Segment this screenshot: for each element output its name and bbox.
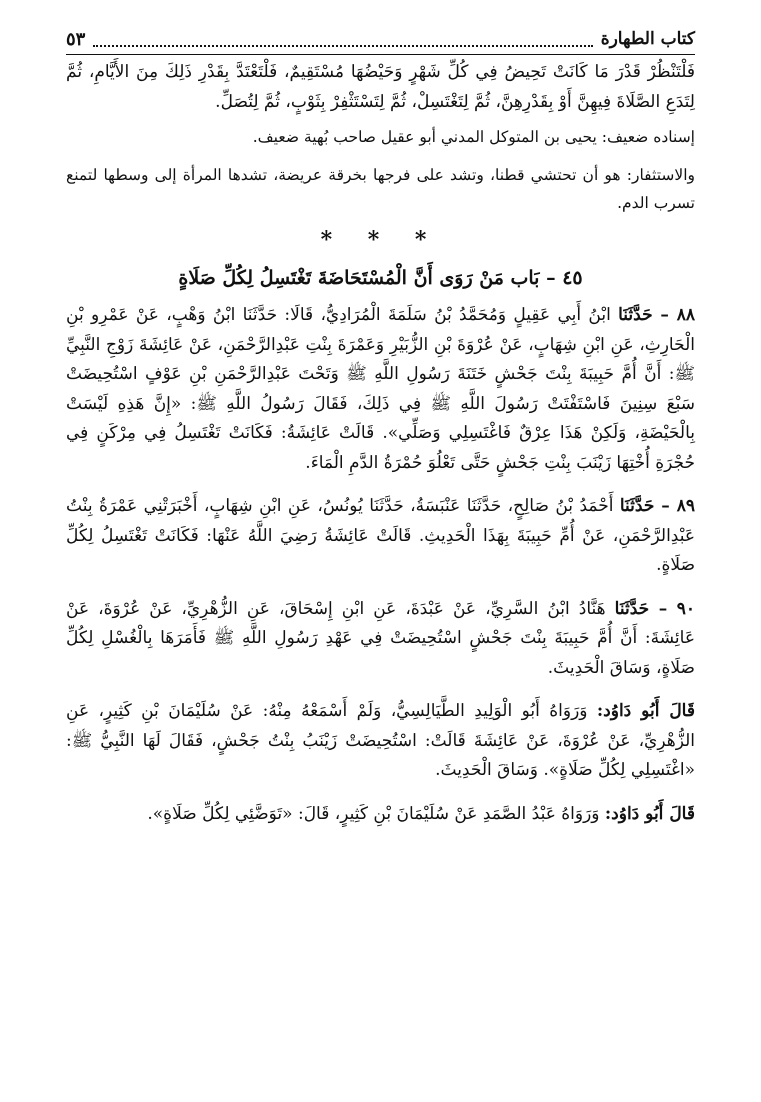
header-dot-leader: [93, 31, 592, 47]
remark-lead: قَالَ أَبُو دَاوُد:: [596, 701, 695, 721]
hadith-text: أَحْمَدُ بْنُ صَالِحٍ، حَدَّثَنَا عَنْبَسَةُ، حَدَّثَنَا يُونُسُ، عَنِ ابْنِ شِهَابٍ، أَخْبَرَتْنِي عَمْرَةُ بِنْتُ عَبْدِالرَّحْمَنِ، عَنْ أُمِّ حَبِيبَةَ بِهَذَا الْحَدِيثِ. قَالَتْ عَائِشَةُ رَضِيَ اللَّهُ عَنْهَا: فَكَانَتْ تَغْتَسِلُ لِكُلِّ صَلَاةٍ.: [66, 496, 695, 575]
isnad-note: إسناده ضعيف: يحيى بن المتوكل المدني أبو عقيل صاحب بُهية ضعيف.: [252, 128, 695, 146]
hadith-89: [66, 492, 695, 581]
hadith-number: ٨٨ – حَدَّثَنَا: [618, 305, 695, 325]
hadith-text: هَنَّادُ ابْنُ السَّرِيِّ، عَنْ عَبْدَةَ، عَنِ ابْنِ إِسْحَاقَ، عَنِ الزُّهْرِيِّ، عَنْ عُرْوَةَ، عَنْ عَائِشَةَ: أَنَّ أُمَّ حَبِيبَةَ بِنْتَ جَحْشٍ اسْتُحِيضَتْ فِي عَهْدِ رَسُولِ اللَّهِ ﷺ فَأَمَرَهَا بِالْغُسْلِ لِكُلِّ صَلَاةٍ، وَسَاقَ الْحَدِيثَ.: [66, 598, 695, 678]
abu-dawud-remark-1: [66, 697, 695, 786]
hadith-90: [66, 595, 695, 684]
remark-lead: قَالَ أَبُو دَاوُد:: [604, 803, 695, 824]
page-header: [66, 24, 695, 54]
hadith-number: ٨٩ – حَدَّثَنَا: [619, 496, 696, 516]
section-divider: * * *: [320, 227, 441, 253]
istithfar-note: والاستثفار: هو أن تحتشي قطنا، وتشد على فرجها بخرقة عريضة، تشدها المرأة إلى وسطها لتمنع تسرب الدم.: [66, 166, 695, 212]
abu-dawud-remark-2: [66, 800, 695, 830]
hadith-number: ٩٠ – حَدَّثَنَا: [614, 598, 696, 619]
hadith-text: ابْنُ أَبِي عَقِيلٍ وَمُحَمَّدُ بْنُ سَلَمَةَ الْمُرَادِيُّ، قَالَا: حَدَّثَنَا ابْنُ وَهْبٍ، عَنْ عَمْرِو بْنِ الْحَارِثِ، عَنِ ابْنِ شِهَابٍ، عَنْ عُرْوَةَ بْنِ الزُّبَيْرِ وَعَمْرَةَ بِنْتِ عَبْدِالرَّحْمَنِ، عَنْ عَائِشَةَ زَوْجِ النَّبِيِّ ﷺ: أَنَّ أُمَّ حَبِيبَةَ بِنْتَ جَحْشٍ خَتَنَةَ رَسُولِ اللَّهِ ﷺ وَتَحْتَ عَبْدِالرَّحْمَنِ بْنِ عَوْفٍ اسْتُحِيضَتْ سَبْعَ سِنِينَ فَاسْتَفْتَتْ رَسُولَ اللَّهِ ﷺ فِي ذَلِكَ، فَقَالَ رَسُولُ اللَّهِ ﷺ: «إِنَّ هَذِهِ لَيْسَتْ بِالْحَيْضَةِ، وَلَكِنْ هَذَا عِرْقٌ فَاغْتَسِلِي وَصَلِّي». قَالَتْ عَائِشَةُ: فَكَانَتْ تَغْتَسِلُ فِي مِرْكَنٍ فِي حُجْرَةِ أُخْتِهَا زَيْنَبَ بِنْتِ جَحْشٍ حَتَّى تَعْلُوَ حُمْرَةُ الدَّمِ الْمَاءَ.: [66, 305, 695, 473]
chapter-heading: ٤٥ – بَاب مَنْ رَوَى أَنَّ الْمُسْتَحَاضَةَ تَغْتَسِلُ لِكُلِّ صَلَاةٍ: [178, 267, 583, 289]
header-rule: [66, 54, 695, 55]
remark-text: وَرَوَاهُ أَبُو الْوَلِيدِ الطَّيَالِسِيُّ، وَلَمْ أَسْمَعْهُ مِنْهُ: عَنْ سُلَيْمَانَ بْنِ كَثِيرٍ، عَنِ الزُّهْرِيِّ، عَنْ عُرْوَةَ، عَنْ عَائِشَةَ قَالَتْ: اسْتُحِيضَتْ زَيْنَبُ بِنْتُ جَحْشٍ، فَقَالَ لَهَا النَّبِيُّ ﷺ: «اغْتَسِلِي لِكُلِّ صَلَاةٍ». وَسَاقَ الْحَدِيثَ.: [66, 701, 695, 780]
remark-text: وَرَوَاهُ عَبْدُ الصَّمَدِ عَنْ سُلَيْمَانَ بْنِ كَثِيرٍ، قَالَ: «تَوَضَّئِي لِكُلِّ صَلَاةٍ».: [147, 803, 605, 824]
page-body: [66, 58, 695, 843]
page-number: ٥٣: [66, 28, 86, 50]
hadith-88: [66, 301, 695, 478]
intro-paragraph: فَلْتَنْظُرْ قَدْرَ مَا كَانَتْ تَحِيضُ فِي كُلِّ شَهْرٍ وَحَيْضُهَا مُسْتَقِيمٌ، فَلْتَعْتَدَّ بِقَدْرِ ذَلِكَ مِنَ الأَيَّامِ، ثُمَّ لِتَدَعِ الصَّلَاةَ فِيهِنَّ أَوْ بِقَدْرِهِنَّ، ثُمَّ لِتَغْتَسِلْ، ثُمَّ لِتَسْتَثْفِرْ بِثَوْبٍ، ثُمَّ لِتُصَلِّ.: [66, 62, 695, 112]
running-title: كتاب الطهارة: [600, 29, 695, 49]
